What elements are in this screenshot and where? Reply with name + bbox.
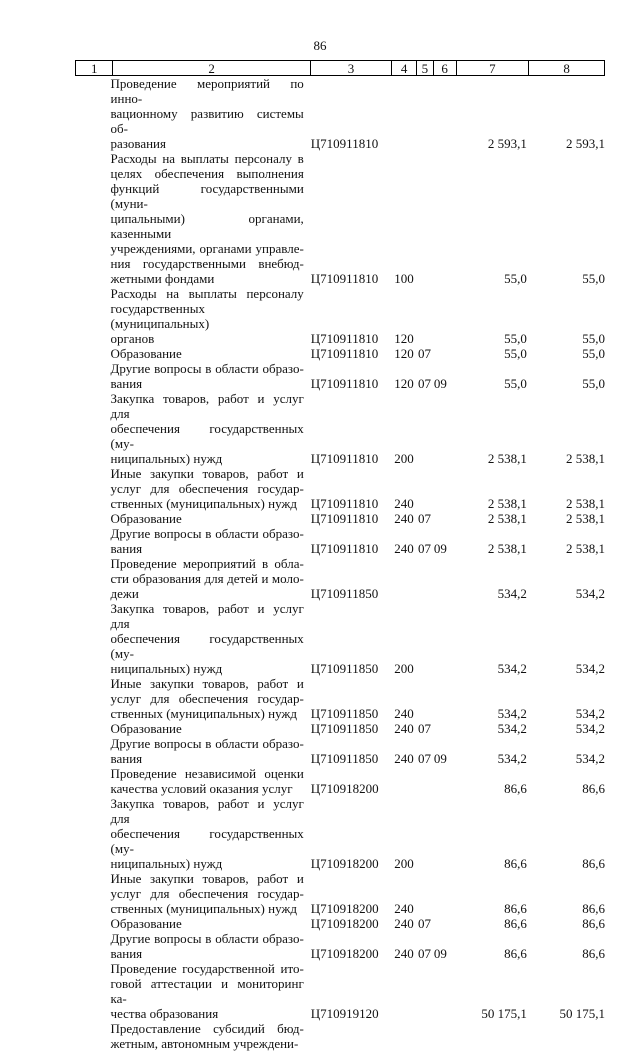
row-item-name-line: Закупка товаров, работ и услуг для	[110, 796, 304, 826]
row-item-name-line: Другие вопросы в области образо-	[110, 931, 304, 946]
header-col-6: 6	[433, 61, 456, 76]
row-amount-col8: 534,2	[575, 721, 605, 736]
row-amount-col7: 55,0	[504, 331, 527, 346]
table-row	[75, 511, 605, 526]
row-section	[418, 601, 434, 676]
row-subsection	[434, 391, 456, 466]
row-item-name	[111, 676, 307, 721]
row-expense-type: 240	[394, 901, 414, 916]
row-subsection	[434, 151, 456, 286]
row-col-1-empty	[75, 361, 111, 391]
row-section	[418, 76, 434, 151]
row-expense-type: 200	[394, 451, 414, 466]
row-amount-col8	[531, 1021, 605, 1051]
row-item-name-line: Проведение мероприятий в обла-	[110, 556, 304, 571]
row-item-name	[111, 151, 307, 286]
row-subsection	[434, 796, 456, 871]
row-col-1-empty	[75, 676, 111, 721]
row-item-name-line: обеспечения государственных (му-	[110, 631, 304, 661]
row-target-code: Ц710911810	[310, 451, 379, 466]
row-item-name-line: дежи	[110, 586, 139, 601]
row-section: 07	[418, 721, 432, 736]
row-target-code	[307, 1021, 392, 1051]
row-amount-col8: 2 538,1	[566, 496, 605, 511]
row-item-name-line: Иные закупки товаров, работ и	[110, 676, 304, 691]
row-expense-type: 120	[394, 331, 414, 346]
row-amount-col8: 534,2	[575, 661, 605, 676]
row-subsection: 09	[433, 541, 447, 556]
row-amount-col8: 86,6	[582, 901, 605, 916]
row-item-name-line: чества образования	[110, 1006, 219, 1021]
row-expense-type: 240	[394, 511, 414, 526]
row-section: 07	[418, 511, 432, 526]
row-item-name-line: качества условий оказания услуг	[110, 781, 293, 796]
row-col-1-empty	[75, 76, 111, 151]
row-amount-col8: 2 538,1	[566, 451, 605, 466]
table-row	[75, 931, 605, 961]
row-section: 07	[418, 751, 432, 766]
table-row	[75, 871, 605, 916]
row-item-name-line: целях обеспечения выполнения	[110, 166, 304, 181]
row-item-name-line: ципальными) органами, казенными	[110, 211, 304, 241]
row-item-name-line: ственных (муниципальных) нужд	[110, 496, 298, 511]
row-item-name-line: Образование	[110, 511, 182, 526]
table-row	[75, 766, 605, 796]
row-item-name-line: государственных (муниципальных)	[110, 301, 210, 331]
row-subsection	[434, 871, 456, 916]
row-item-name-line: услуг для обеспечения государ-	[110, 691, 304, 706]
row-subsection	[434, 676, 456, 721]
row-target-code: Ц710911850	[310, 721, 379, 736]
row-item-name-line: ственных (муниципальных) нужд	[110, 706, 298, 721]
row-target-code: Ц710911850	[310, 586, 379, 601]
row-item-name-line: вания	[110, 946, 143, 961]
row-section: 07	[418, 376, 432, 391]
row-item-name-line: вания	[110, 751, 143, 766]
row-col-1-empty	[75, 346, 111, 361]
row-section: 07	[418, 946, 432, 961]
row-subsection	[434, 916, 456, 931]
row-amount-col7: 86,6	[504, 856, 527, 871]
row-subsection	[434, 466, 456, 511]
row-target-code: Ц710911850	[310, 661, 379, 676]
row-subsection: 09	[433, 376, 447, 391]
table-row	[75, 1021, 605, 1051]
header-col-8: 8	[529, 61, 605, 76]
row-amount-col8: 2 538,1	[566, 511, 605, 526]
row-item-name-line: услуг для обеспечения государ-	[110, 886, 304, 901]
row-subsection	[434, 556, 456, 601]
row-item-name-line: Иные закупки товаров, работ и	[110, 466, 304, 481]
row-amount-col7: 534,2	[497, 706, 527, 721]
row-item-name-line: говой аттестации и мониторинг ка-	[110, 976, 304, 1006]
row-item-name-line: вания	[110, 376, 143, 391]
row-section	[418, 1021, 434, 1051]
row-amount-col7: 2 538,1	[487, 511, 527, 526]
row-item-name-line: Предоставление субсидий бюд-	[110, 1021, 304, 1036]
row-item-name-line: вационному развитию системы об-	[110, 106, 304, 136]
row-amount-col8: 534,2	[575, 706, 605, 721]
row-target-code: Ц710911810	[310, 541, 379, 556]
row-item-name-line: Закупка товаров, работ и услуг для	[110, 601, 304, 631]
row-target-code: Ц710911850	[310, 706, 379, 721]
row-item-name	[111, 466, 307, 511]
row-target-code: Ц710911810	[310, 136, 379, 151]
row-item-name-line: функций государственными (муни-	[110, 181, 304, 211]
row-item-name-line: разования	[110, 136, 166, 151]
row-amount-col7: 50 175,1	[481, 1006, 527, 1021]
row-amount-col7: 2 538,1	[487, 496, 527, 511]
row-section	[418, 466, 434, 511]
row-amount-col8: 86,6	[582, 916, 605, 931]
row-item-name	[111, 721, 307, 736]
row-target-code: Ц710911810	[310, 271, 379, 286]
row-col-1-empty	[75, 796, 111, 871]
row-item-name-line: Расходы на выплаты персоналу	[110, 286, 304, 301]
row-item-name-line: сти образования для детей и моло-	[110, 571, 304, 586]
table-row	[75, 721, 605, 736]
row-section	[418, 796, 434, 871]
row-amount-col8: 534,2	[575, 586, 605, 601]
row-item-name	[111, 1021, 307, 1051]
row-subsection	[434, 286, 456, 346]
row-item-name	[111, 871, 307, 916]
row-item-name-line: Расходы на выплаты персоналу в	[110, 151, 304, 166]
row-item-name-line: Другие вопросы в области образо-	[110, 526, 304, 541]
row-item-name-line: Другие вопросы в области образо-	[110, 361, 304, 376]
row-col-1-empty	[75, 766, 111, 796]
row-section	[418, 556, 434, 601]
row-item-name-line: Проведение мероприятий по инно-	[110, 76, 304, 106]
row-item-name-line: жетным, автономным учреждени-	[110, 1036, 299, 1051]
row-expense-type	[392, 556, 418, 601]
row-subsection	[434, 601, 456, 676]
row-item-name	[111, 961, 307, 1021]
row-target-code: Ц710911810	[310, 511, 379, 526]
row-section	[418, 286, 434, 346]
row-col-1-empty	[75, 961, 111, 1021]
table-row	[75, 391, 605, 466]
row-item-name-line: обеспечения государственных (му-	[110, 421, 304, 451]
row-item-name	[111, 346, 307, 361]
row-section	[418, 676, 434, 721]
row-target-code: Ц710911810	[310, 331, 379, 346]
row-subsection	[434, 1021, 456, 1051]
row-col-1-empty	[75, 511, 111, 526]
row-item-name	[111, 931, 307, 961]
row-item-name	[111, 511, 307, 526]
row-amount-col7: 86,6	[504, 781, 527, 796]
row-target-code: Ц710918200	[310, 946, 379, 961]
table-row	[75, 361, 605, 391]
row-col-1-empty	[75, 871, 111, 916]
table-row	[75, 916, 605, 931]
header-col-4: 4	[392, 61, 417, 76]
row-item-name-line: вания	[110, 541, 143, 556]
row-item-name-line: услуг для обеспечения государ-	[110, 481, 304, 496]
row-expense-type: 120	[394, 346, 414, 361]
row-expense-type: 240	[394, 706, 414, 721]
row-expense-type: 240	[394, 946, 414, 961]
row-col-1-empty	[75, 286, 111, 346]
table-row	[75, 76, 605, 151]
row-target-code: Ц710911810	[310, 376, 379, 391]
header-col-7: 7	[456, 61, 529, 76]
row-section: 07	[418, 541, 432, 556]
header-col-5: 5	[417, 61, 434, 76]
row-amount-col8: 55,0	[582, 346, 605, 361]
row-col-1-empty	[75, 526, 111, 556]
row-item-name-line: Закупка товаров, работ и услуг для	[110, 391, 304, 421]
row-amount-col8: 534,2	[575, 751, 605, 766]
row-item-name-line: Образование	[110, 916, 182, 931]
row-item-name-line: ниципальных) нужд	[110, 661, 223, 676]
table-row	[75, 961, 605, 1021]
row-section	[418, 391, 434, 466]
row-col-1-empty	[75, 931, 111, 961]
row-item-name-line: Образование	[110, 346, 182, 361]
row-subsection	[434, 961, 456, 1021]
row-target-code: Ц710918200	[310, 916, 379, 931]
row-target-code: Ц710918200	[310, 901, 379, 916]
row-col-1-empty	[75, 916, 111, 931]
row-amount-col7: 2 593,1	[487, 136, 527, 151]
row-amount-col7: 534,2	[497, 721, 527, 736]
row-item-name	[111, 556, 307, 601]
row-item-name-line: Проведение независимой оценки	[110, 766, 304, 781]
row-amount-col7: 2 538,1	[487, 541, 527, 556]
row-item-name	[111, 286, 307, 346]
row-subsection: 09	[433, 751, 447, 766]
row-amount-col8: 2 593,1	[566, 136, 605, 151]
row-col-1-empty	[75, 151, 111, 286]
row-target-code: Ц710918200	[310, 781, 379, 796]
row-amount-col8: 55,0	[582, 331, 605, 346]
row-amount-col8: 86,6	[582, 781, 605, 796]
row-section: 07	[418, 916, 432, 931]
row-expense-type: 240	[394, 751, 414, 766]
row-item-name-line: учреждениями, органами управле-	[110, 241, 304, 256]
row-amount-col7: 55,0	[504, 346, 527, 361]
row-item-name	[111, 601, 307, 676]
row-section	[418, 766, 434, 796]
row-col-1-empty	[75, 466, 111, 511]
row-item-name-line: Другие вопросы в области образо-	[110, 736, 304, 751]
row-col-1-empty	[75, 601, 111, 676]
row-amount-col7: 534,2	[497, 661, 527, 676]
page-number: 86	[313, 38, 327, 53]
table-row	[75, 796, 605, 871]
row-expense-type	[392, 1021, 418, 1051]
row-col-1-empty	[75, 556, 111, 601]
row-item-name	[111, 766, 307, 796]
row-amount-col8: 55,0	[582, 271, 605, 286]
row-subsection	[434, 766, 456, 796]
row-expense-type: 240	[394, 721, 414, 736]
header-col-1: 1	[76, 61, 113, 76]
row-amount-col7: 86,6	[504, 916, 527, 931]
row-col-1-empty	[75, 1021, 111, 1051]
row-amount-col8: 86,6	[582, 856, 605, 871]
row-target-code: Ц710919120	[310, 1006, 379, 1021]
row-item-name-line: обеспечения государственных (му-	[110, 826, 304, 856]
table-row	[75, 676, 605, 721]
table-row	[75, 526, 605, 556]
table-row	[75, 346, 605, 361]
table-row	[75, 286, 605, 346]
row-item-name	[111, 736, 307, 766]
row-item-name-line: ственных (муниципальных) нужд	[110, 901, 298, 916]
row-target-code: Ц710918200	[310, 856, 379, 871]
row-amount-col7: 534,2	[497, 586, 527, 601]
row-item-name-line: Образование	[110, 721, 182, 736]
table-row	[75, 151, 605, 286]
row-expense-type: 200	[394, 661, 414, 676]
row-item-name	[111, 391, 307, 466]
row-expense-type: 200	[394, 856, 414, 871]
row-item-name	[111, 361, 307, 391]
row-subsection	[434, 346, 456, 361]
row-target-code: Ц710911810	[310, 496, 379, 511]
row-expense-type: 100	[394, 271, 414, 286]
row-amount-col7: 86,6	[504, 946, 527, 961]
row-item-name-line: Проведение государственной ито-	[110, 961, 304, 976]
table-row	[75, 556, 605, 601]
table-row	[75, 601, 605, 676]
row-section	[418, 151, 434, 286]
row-amount-col7: 55,0	[504, 271, 527, 286]
row-amount-col7: 55,0	[504, 376, 527, 391]
row-target-code: Ц710911810	[310, 346, 379, 361]
row-item-name	[111, 76, 307, 151]
row-col-1-empty	[75, 736, 111, 766]
row-item-name-line: ниципальных) нужд	[110, 451, 223, 466]
row-expense-type: 240	[394, 541, 414, 556]
row-item-name-line: органов	[110, 331, 155, 346]
row-item-name	[111, 796, 307, 871]
row-subsection	[434, 76, 456, 151]
row-target-code: Ц710911850	[310, 751, 379, 766]
row-col-1-empty	[75, 391, 111, 466]
row-expense-type	[392, 76, 418, 151]
row-subsection	[434, 511, 456, 526]
row-amount-col7: 534,2	[497, 751, 527, 766]
row-col-1-empty	[75, 721, 111, 736]
row-amount-col7: 2 538,1	[487, 451, 527, 466]
row-amount-col8: 50 175,1	[559, 1006, 605, 1021]
row-section: 07	[418, 346, 432, 361]
row-section	[418, 961, 434, 1021]
row-amount-col8: 2 538,1	[566, 541, 605, 556]
header-col-3: 3	[310, 61, 392, 76]
row-expense-type	[392, 961, 418, 1021]
row-item-name	[111, 526, 307, 556]
header-col-2: 2	[113, 61, 310, 76]
row-expense-type: 120	[394, 376, 414, 391]
row-amount-col7: 86,6	[504, 901, 527, 916]
row-item-name-line: жетными фондами	[110, 271, 215, 286]
row-subsection	[434, 721, 456, 736]
row-section	[418, 871, 434, 916]
row-item-name-line: ния государственными внебюд-	[110, 256, 304, 271]
table-row	[75, 736, 605, 766]
row-amount-col8: 86,6	[582, 946, 605, 961]
row-item-name-line: Иные закупки товаров, работ и	[110, 871, 304, 886]
row-item-name	[111, 916, 307, 931]
row-amount-col7	[456, 1021, 531, 1051]
row-expense-type: 240	[394, 496, 414, 511]
column-number-header	[75, 60, 605, 76]
row-subsection: 09	[433, 946, 447, 961]
row-item-name-line: ниципальных) нужд	[110, 856, 223, 871]
row-amount-col8: 55,0	[582, 376, 605, 391]
row-expense-type: 240	[394, 916, 414, 931]
row-expense-type	[392, 766, 418, 796]
table-row	[75, 466, 605, 511]
